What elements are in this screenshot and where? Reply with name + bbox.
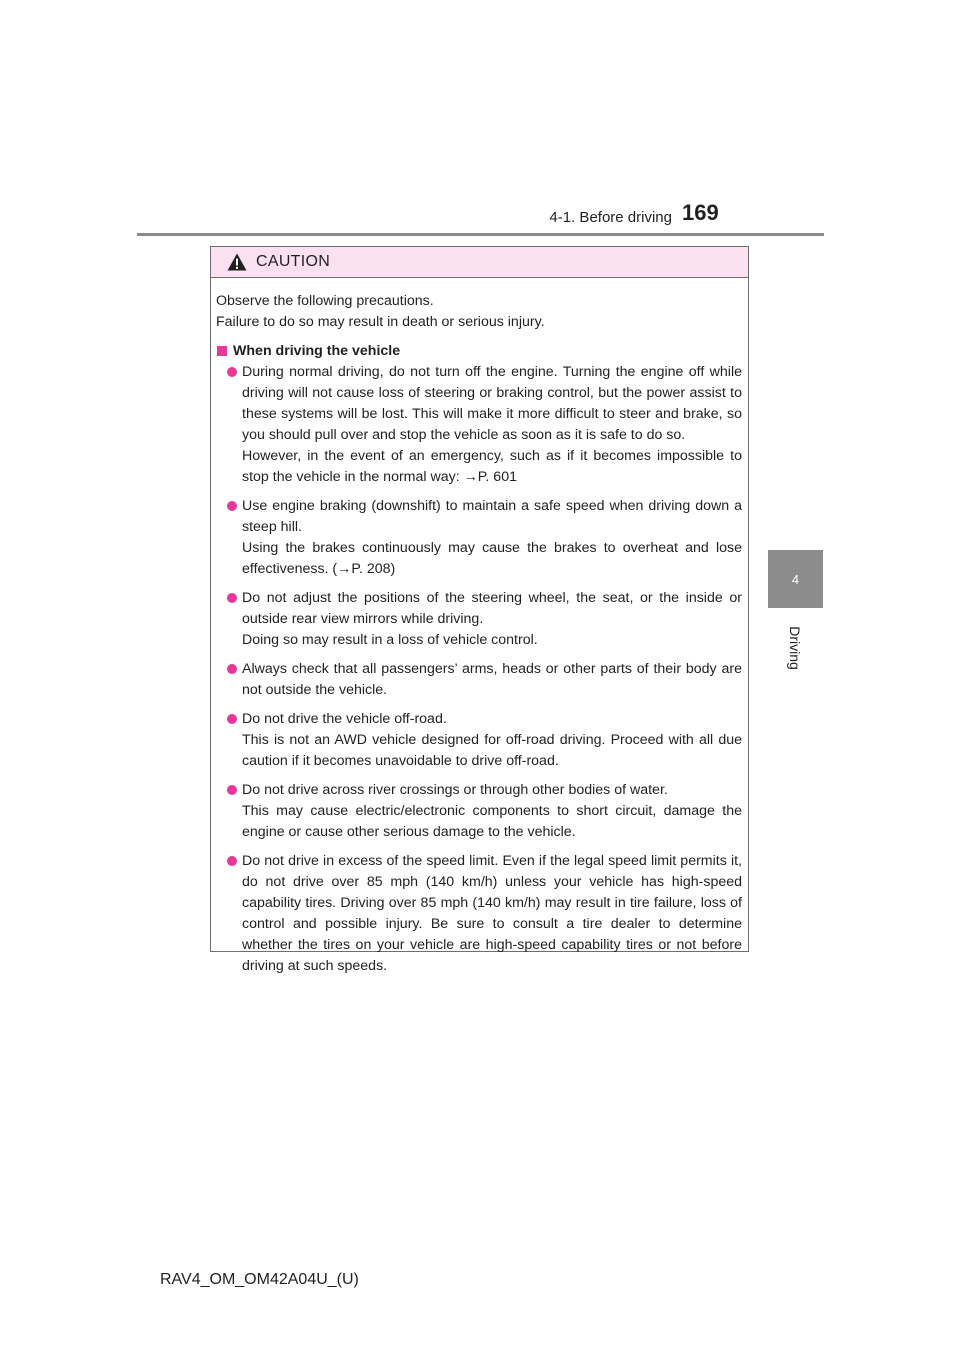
caution-title: CAUTION	[256, 253, 331, 270]
list-item	[216, 851, 742, 977]
circle-bullet-icon	[227, 664, 237, 674]
list-item	[216, 362, 742, 488]
caution-box	[210, 246, 749, 974]
item-text: Do not drive the vehicle off-road.	[242, 711, 447, 727]
item-text: During normal driving, do not turn off the engine. Turning the engine off while driving will not cause loss of steering or braking control, but the power assist to these systems will be lost. This will make it more difficult to steer and brake, so you should pull over and stop the vehicle as soon as it is safe to do so.	[242, 364, 742, 443]
document-code: RAV4_OM_OM42A04U_(U)	[160, 1271, 359, 1288]
circle-bullet-icon	[227, 856, 237, 866]
item-text: However, in the event of an emergency, such as if it becomes impossible to stop the vehicle in the normal way: →P. 601	[242, 448, 742, 485]
page-number: 169	[682, 200, 719, 225]
square-bullet-icon	[217, 346, 227, 356]
intro-line: Failure to do so may result in death or serious injury.	[216, 314, 545, 330]
item-text: Doing so may result in a loss of vehicle control.	[242, 632, 538, 648]
circle-bullet-icon	[227, 593, 237, 603]
chapter-label: Driving	[787, 626, 803, 670]
list-item	[216, 659, 742, 701]
caution-body	[211, 278, 748, 977]
section-heading	[216, 341, 742, 362]
item-text: Do not adjust the positions of the steering wheel, the seat, or the inside or outside rear view mirrors while driving.	[242, 590, 742, 627]
item-text: This is not an AWD vehicle designed for off-road driving. Proceed with all due caution if it becomes unavoidable to drive off-road.	[242, 732, 742, 769]
list-item	[216, 709, 742, 772]
section-title: When driving the vehicle	[233, 343, 401, 359]
item-text: Use engine braking (downshift) to maintain a safe speed when driving down a steep hill.	[242, 498, 742, 535]
circle-bullet-icon	[227, 714, 237, 724]
circle-bullet-icon	[227, 367, 237, 377]
list-item	[216, 780, 742, 843]
caution-intro	[216, 291, 742, 333]
caution-header	[211, 247, 748, 278]
circle-bullet-icon	[227, 785, 237, 795]
list-item	[216, 588, 742, 651]
item-text: Using the brakes continuously may cause the brakes to overheat and lose effectiveness. (→P. 208)	[242, 540, 742, 577]
chapter-number: 4	[791, 571, 800, 587]
item-text: Do not drive across river crossings or through other bodies of water.	[242, 782, 668, 798]
item-text: This may cause electric/electronic components to short circuit, damage the engine or cause other serious damage to the vehicle.	[242, 803, 742, 840]
caution-list	[216, 362, 742, 977]
chapter-tab[interactable]	[768, 550, 823, 608]
intro-line: Observe the following precautions.	[216, 293, 434, 309]
item-text: Always check that all passengers’ arms, heads or other parts of their body are not outside the vehicle.	[242, 661, 742, 698]
list-item	[216, 496, 742, 580]
item-text: Do not drive in excess of the speed limit. Even if the legal speed limit permits it, do not drive over 85 mph (140 km/h) unless your vehicle has high-speed capability tires. Driving over 85 mph (140 km/h) may result in tire failure, loss of control and possible injury. Be sure to consult a tire dealer to determine whether the tires on your vehicle are high-speed capability tires or not before driving at such speeds.	[242, 853, 742, 974]
header-rule	[137, 233, 824, 236]
circle-bullet-icon	[227, 501, 237, 511]
warning-triangle-icon	[227, 253, 247, 271]
header-section-title: 4-1. Before driving	[549, 209, 672, 226]
